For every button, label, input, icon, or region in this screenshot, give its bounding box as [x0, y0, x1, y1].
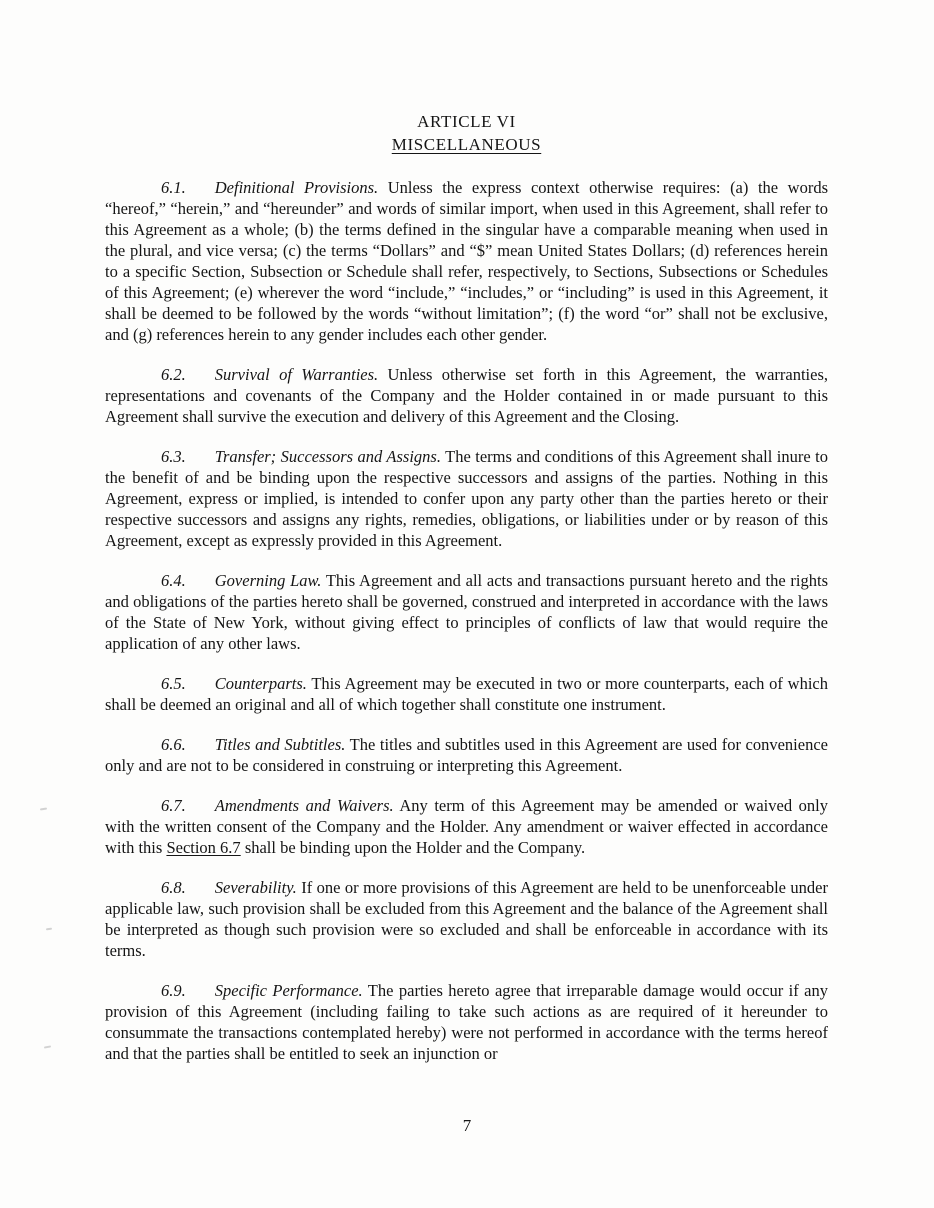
section-6-2	[105, 364, 828, 427]
section-title: Amendments and Waivers.	[214, 796, 394, 815]
section-body-text: Unless otherwise set forth in this Agreement, the warranties, representations and covenants of the Company and the Holder contained in or made pursuant to this Agreement shall survive the execution and delivery of this Agreement and the Closing.	[105, 365, 829, 426]
section-title: Counterparts.	[214, 674, 307, 693]
section-number: 6.6.	[161, 735, 186, 754]
section-number: 6.9.	[161, 981, 186, 1000]
article-subheading: MISCELLANEOUS	[391, 135, 542, 154]
section-title: Survival of Warranties.	[214, 365, 379, 384]
section-number: 6.7.	[161, 796, 186, 815]
document-header	[105, 110, 828, 156]
section-number: 6.8.	[161, 878, 186, 897]
section-title: Titles and Subtitles.	[214, 735, 346, 754]
section-title: Severability.	[214, 878, 297, 897]
document-content	[105, 0, 828, 1083]
section-6-6	[105, 734, 828, 776]
section-body-text: This Agreement and all acts and transactions pursuant hereto and the rights and obligations of the parties hereto shall be governed, construed and interpreted in accordance with the laws of the State of New York, without giving effect to principles of conflicts of law that would require the application of any other laws.	[105, 571, 828, 653]
section-title: Transfer; Successors and Assigns.	[214, 447, 441, 466]
section-title: Governing Law.	[214, 571, 322, 590]
section-6-9	[105, 980, 828, 1064]
section-body-text: Unless the express context otherwise requires: (a) the words “hereof,” “herein,” and “hereunder” and words of similar import, when used in this Agreement, shall refer to this Agreement as a whole; (b) the terms defined in the singular have a comparable meaning when used in the plural, and vice versa; (c) the terms “Dollars” and “$” mean United States Dollars; (d) references herein to a specific Section, Subsection or Schedule shall refer, respectively, to Sections, Subsections or Schedules of this Agreement; (e) wherever the word “include,” “includes,” or “including” is used in this Agreement, it shall be deemed to be followed by the words “without limitation”; (f) the word “or” shall not be exclusive, and (g) references herein to any gender includes each other gender.	[105, 178, 828, 344]
document-body	[105, 177, 828, 1064]
section-body-text: shall be binding upon the Holder and the Company.	[240, 838, 586, 857]
scan-artifact	[44, 1045, 51, 1048]
section-6-8	[105, 877, 828, 961]
section-body-text: Any term of this Agreement may be amended or waived only with the written consent of the Company and the Holder. Any amendment or waiver effected in accordance with this	[105, 796, 828, 857]
section-number: 6.1.	[161, 178, 186, 197]
section-body-text: The titles and subtitles used in this Agreement are used for convenience only and are not to be considered in construing or interpreting this Agreement.	[105, 735, 828, 775]
section-6-5	[105, 673, 828, 715]
scan-artifact	[40, 808, 47, 811]
section-6-7	[105, 795, 828, 858]
section-cross-reference: Section 6.7	[166, 838, 241, 857]
section-6-1	[105, 177, 828, 345]
section-number: 6.3.	[161, 447, 186, 466]
section-6-4	[105, 570, 828, 654]
section-number: 6.4.	[161, 571, 186, 590]
section-body-text: If one or more provisions of this Agreement are held to be unenforceable under applicable law, such provision shall be excluded from this Agreement and the balance of the Agreement shall be interpreted as though such provision were so excluded and shall be enforceable in accordance with its terms.	[105, 878, 828, 960]
section-body-text: This Agreement may be executed in two or more counterparts, each of which shall be deemed an original and all of which together shall constitute one instrument.	[105, 674, 828, 714]
section-title: Specific Performance.	[214, 981, 363, 1000]
article-heading: ARTICLE VI	[417, 112, 516, 131]
section-6-3	[105, 446, 828, 551]
section-number: 6.2.	[161, 365, 186, 384]
scan-artifact	[46, 928, 52, 931]
section-number: 6.5.	[161, 674, 186, 693]
section-title: Definitional Provisions.	[214, 178, 379, 197]
section-body-text: The parties hereto agree that irreparable damage would occur if any provision of this Agreement (including failing to take such actions as are required of it hereunder to consummate the transactions contemplated hereby) were not performed in accordance with the terms hereof and that the parties shall be entitled to seek an injunction or	[105, 981, 828, 1063]
section-body-text: The terms and conditions of this Agreement shall inure to the benefit of and be binding upon the respective successors and assigns of the parties. Nothing in this Agreement, express or implied, is intended to confer upon any party other than the parties hereto or their respective successors and assigns any rights, remedies, obligations, or liabilities under or by reason of this Agreement, except as expressly provided in this Agreement.	[105, 447, 828, 550]
page-number: 7	[462, 1116, 472, 1135]
